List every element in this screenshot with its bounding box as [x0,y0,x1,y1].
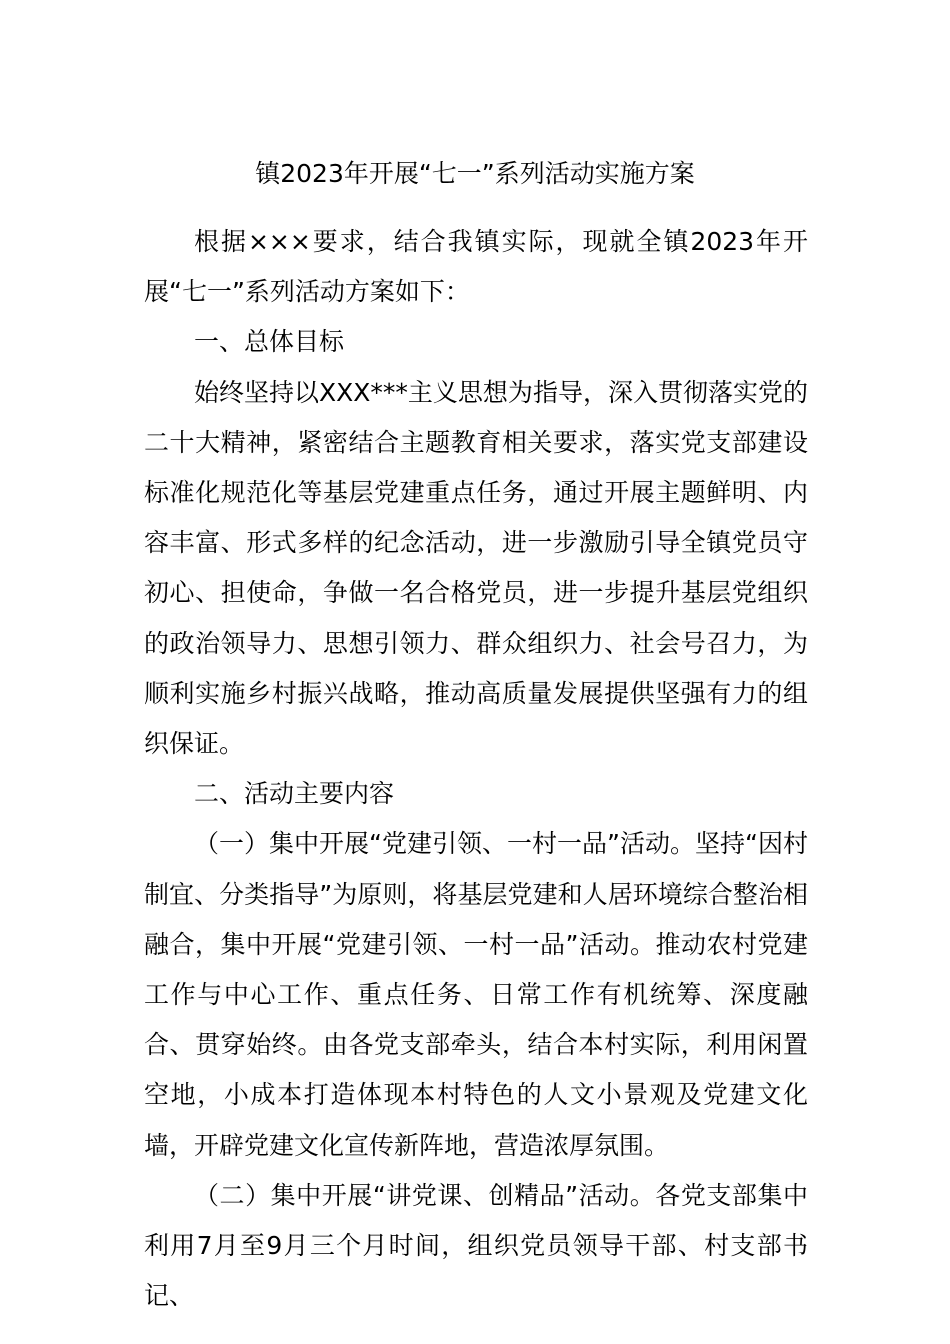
activity-item-1-paragraph: （一）集中开展“党建引领、一村一品”活动。坚持“因村制宜、分类指导”为原则，将基层党建和人居环境综合整治相融合，集中开展“党建引领、一村一品”活动。推动农村党建工作与中心工作、重点任务、日常工作有机统筹、深度融合、贯穿始终。由各党支部牵头，结合本村实际，利用闲置空地，小成本打造体现本村特色的人文小景观及党建文化墙，开辟党建文化宣传新阵地，营造浓厚氛围。 [144,829,808,1160]
section-heading-main-activities: 二、活动主要内容 [194,779,395,809]
document-title: 镇2023年开展“七一”系列活动实施方案 [255,159,695,188]
overall-goal-paragraph: 始终坚持以XXX***主义思想为指导，深入贯彻落实党的二十大精神，紧密结合主题教育相关要求，落实党支部建设标准化规范化等基层党建重点任务，通过开展主题鲜明、内容丰富、形式多样的纪念活动，进一步激励引导全镇党员守初心、担使命，争做一名合格党员，进一步提升基层党组织的政治领导力、思想引领力、群众组织力、社会号召力，为顺利实施乡村振兴战略，推动高质量发展提供坚强有力的组织保证。 [144,377,808,759]
intro-paragraph: 根据×××要求，结合我镇实际，现就全镇2023年开展“七一”系列活动方案如下： [144,227,808,307]
section-heading-overall-goal: 一、总体目标 [194,327,345,357]
document-body [144,217,808,1321]
activity-item-2-paragraph: （二）集中开展“讲党课、创精品”活动。各党支部集中利用7月至9月三个月时间，组织党员领导干部、村支部书记、 [144,1180,808,1311]
